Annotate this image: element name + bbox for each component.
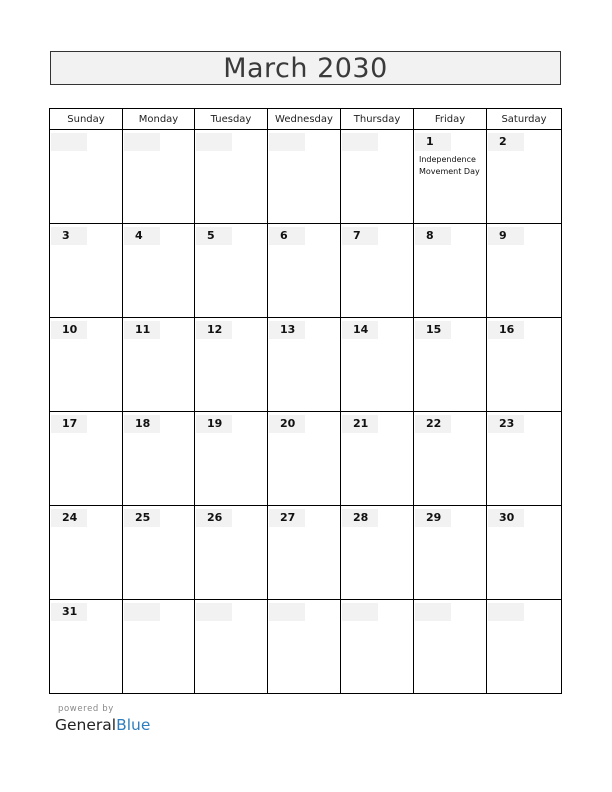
powered-by-text: powered by: [58, 704, 114, 714]
weekday-friday: Friday: [414, 109, 487, 130]
empty-day-cell: [487, 600, 562, 694]
weekday-header-row: [50, 109, 562, 130]
calendar-week-row: [50, 412, 562, 506]
day-number: 2: [488, 133, 524, 151]
day-number: 28: [342, 509, 378, 527]
generalblue-logo[interactable]: [55, 716, 150, 734]
empty-day-cell: [123, 600, 195, 694]
day-cell: [414, 506, 487, 600]
day-cell: [487, 224, 562, 318]
day-cell: [123, 224, 195, 318]
calendar-grid: [49, 108, 562, 694]
day-number: 5: [196, 227, 232, 245]
day-number: 31: [51, 603, 87, 621]
empty-day-cell: [195, 600, 268, 694]
day-cell: [341, 224, 414, 318]
empty-day-cell: [341, 600, 414, 694]
day-number: [124, 133, 160, 151]
day-cell: [487, 412, 562, 506]
day-cell: [195, 318, 268, 412]
empty-day-cell: [341, 130, 414, 224]
weekday-thursday: Thursday: [341, 109, 414, 130]
day-cell: [50, 412, 123, 506]
day-number: 30: [488, 509, 524, 527]
day-cell: [195, 224, 268, 318]
day-number: 22: [415, 415, 451, 433]
calendar-title-box: [50, 51, 561, 85]
weekday-sunday: Sunday: [50, 109, 123, 130]
day-cell: [50, 506, 123, 600]
day-number: 29: [415, 509, 451, 527]
calendar-body: [50, 130, 562, 694]
day-cell: [487, 130, 562, 224]
day-number: 14: [342, 321, 378, 339]
day-cell: [268, 412, 341, 506]
day-cell: [50, 318, 123, 412]
day-number: 3: [51, 227, 87, 245]
day-number: 21: [342, 415, 378, 433]
calendar-week-row: [50, 318, 562, 412]
day-number: 18: [124, 415, 160, 433]
day-number: 16: [488, 321, 524, 339]
day-cell: [50, 600, 123, 694]
day-number: 17: [51, 415, 87, 433]
day-number: 24: [51, 509, 87, 527]
brand-general: General: [55, 716, 117, 734]
day-cell: [487, 506, 562, 600]
day-number: 1: [415, 133, 451, 151]
day-number: 8: [415, 227, 451, 245]
day-number: 4: [124, 227, 160, 245]
day-cell: [414, 318, 487, 412]
day-number: 23: [488, 415, 524, 433]
calendar-week-row: [50, 130, 562, 224]
day-number: [51, 133, 87, 151]
day-number: 12: [196, 321, 232, 339]
day-cell: [123, 412, 195, 506]
calendar-week-row: [50, 224, 562, 318]
day-number: 6: [269, 227, 305, 245]
day-number: 13: [269, 321, 305, 339]
day-number: [415, 603, 451, 621]
day-number: 11: [124, 321, 160, 339]
day-cell: [487, 318, 562, 412]
day-number: [269, 133, 305, 151]
day-cell: [123, 318, 195, 412]
day-cell: [341, 506, 414, 600]
day-number: [342, 603, 378, 621]
day-cell: [341, 318, 414, 412]
day-number: [124, 603, 160, 621]
calendar-title: March 2030: [223, 52, 388, 84]
weekday-tuesday: Tuesday: [195, 109, 268, 130]
empty-day-cell: [50, 130, 123, 224]
brand-blue: Blue: [116, 716, 151, 734]
day-cell: [414, 412, 487, 506]
day-number: 25: [124, 509, 160, 527]
day-number: 10: [51, 321, 87, 339]
day-number: 19: [196, 415, 232, 433]
calendar-week-row: [50, 506, 562, 600]
day-number: [196, 133, 232, 151]
day-number: 27: [269, 509, 305, 527]
weekday-saturday: Saturday: [487, 109, 562, 130]
weekday-wednesday: Wednesday: [268, 109, 341, 130]
day-number: 15: [415, 321, 451, 339]
day-number: [196, 603, 232, 621]
day-cell: [50, 224, 123, 318]
empty-day-cell: [268, 130, 341, 224]
day-number: 7: [342, 227, 378, 245]
weekday-monday: Monday: [123, 109, 195, 130]
day-cell: [268, 224, 341, 318]
day-cell: [341, 412, 414, 506]
day-number: 26: [196, 509, 232, 527]
empty-day-cell: [414, 600, 487, 694]
calendar-week-row: [50, 600, 562, 694]
empty-day-cell: [195, 130, 268, 224]
day-cell: [123, 506, 195, 600]
day-cell: [195, 506, 268, 600]
holiday-label: Independence Movement Day: [419, 155, 480, 176]
day-number: [342, 133, 378, 151]
day-number: 9: [488, 227, 524, 245]
day-number: 20: [269, 415, 305, 433]
day-cell: [414, 224, 487, 318]
day-number: [488, 603, 524, 621]
day-cell: [195, 412, 268, 506]
day-cell: [268, 506, 341, 600]
day-number: [269, 603, 305, 621]
empty-day-cell: [123, 130, 195, 224]
day-cell: [268, 318, 341, 412]
day-cell: [414, 130, 487, 224]
empty-day-cell: [268, 600, 341, 694]
